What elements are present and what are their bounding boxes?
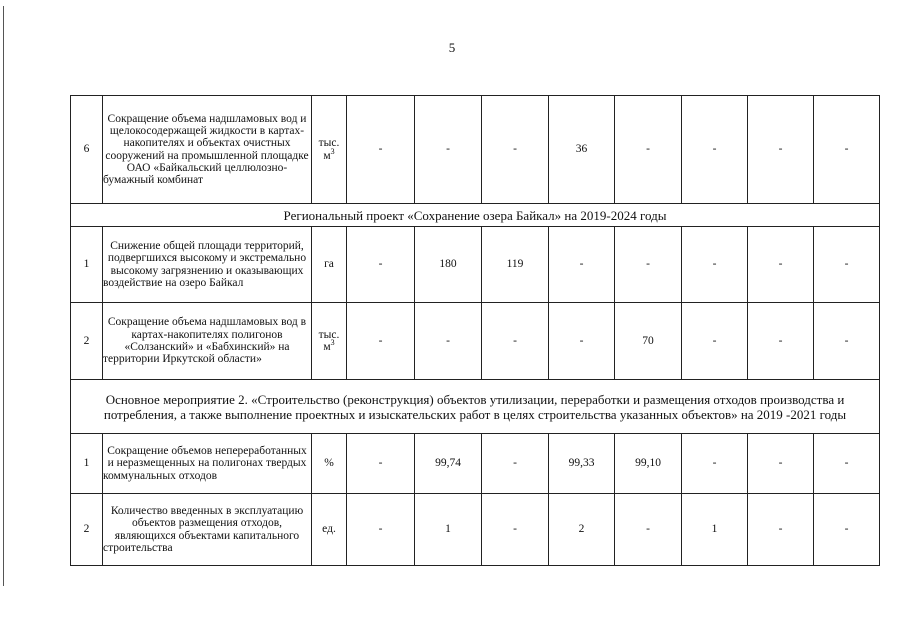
- value-cell: -: [814, 434, 880, 494]
- unit-text: %: [324, 457, 334, 470]
- value-cell: -: [814, 303, 880, 380]
- value-cell: -: [615, 494, 682, 566]
- value-cell: -: [347, 494, 415, 566]
- value-cell: -: [682, 434, 748, 494]
- value-cell: 36: [549, 96, 615, 204]
- value-cell: -: [347, 303, 415, 380]
- section-header-row: [71, 380, 880, 434]
- section-title: Региональный проект «Сохранение озера Байкал» на 2019-2024 годы: [71, 204, 880, 227]
- value-cell: -: [415, 96, 482, 204]
- value-cell: 180: [415, 227, 482, 303]
- value-cell: -: [347, 96, 415, 204]
- row-unit: [312, 227, 347, 303]
- value-cell: -: [615, 96, 682, 204]
- table-row: [71, 227, 880, 303]
- row-description: Количество введенных в эксплуатацию объектов размещения отходов, являющихся объектами капитального строительства: [103, 494, 312, 566]
- value-cell: -: [415, 303, 482, 380]
- unit-text: га: [324, 258, 334, 271]
- value-cell: -: [682, 227, 748, 303]
- value-cell: 70: [615, 303, 682, 380]
- row-unit: [312, 434, 347, 494]
- value-cell: 99,74: [415, 434, 482, 494]
- unit-base: м: [323, 149, 331, 162]
- value-cell: 2: [549, 494, 615, 566]
- value-cell: -: [482, 303, 549, 380]
- value-cell: -: [549, 303, 615, 380]
- section-title: Основное мероприятие 2. «Строительство (реконструкция) объектов утилизации, переработки и размещения отходов производства и потребления, а также выполнение проектных и изыскательских работ в целях строительства указанных объектов» на 2019 -2021 годы: [71, 380, 880, 434]
- unit-base: м: [323, 341, 331, 353]
- section-header-row: [71, 204, 880, 227]
- page-number: 5: [448, 40, 456, 55]
- value-cell: -: [482, 96, 549, 204]
- value-cell: -: [748, 96, 814, 204]
- indicators-table: [70, 95, 880, 566]
- row-description: Сокращение объема надшламовых вод в картах-накопителях полигонов «Солзанский» и «Бабхинский» на территории Иркутской области»: [103, 303, 312, 380]
- value-cell: 99,33: [549, 434, 615, 494]
- row-number: 1: [71, 434, 103, 494]
- value-cell: -: [814, 96, 880, 204]
- table-row: [71, 96, 880, 204]
- unit-text: ед.: [322, 523, 336, 536]
- value-cell: -: [549, 227, 615, 303]
- page-edge-line: [3, 6, 4, 586]
- value-cell: 99,10: [615, 434, 682, 494]
- row-number: 2: [71, 303, 103, 380]
- unit-text: тыс.: [318, 328, 340, 341]
- value-cell: -: [682, 303, 748, 380]
- value-cell: -: [615, 227, 682, 303]
- row-description: Сокращение объемов непереработанных и неразмещенных на полигонах твердых коммунальных отходов: [103, 434, 312, 494]
- value-cell: -: [482, 434, 549, 494]
- value-cell: -: [748, 434, 814, 494]
- row-unit: [312, 494, 347, 566]
- value-cell: -: [814, 494, 880, 566]
- value-cell: 1: [415, 494, 482, 566]
- value-cell: -: [814, 227, 880, 303]
- row-number: 2: [71, 494, 103, 566]
- value-cell: -: [748, 303, 814, 380]
- row-number: 1: [71, 227, 103, 303]
- value-cell: -: [748, 227, 814, 303]
- row-unit: тыс. м3: [312, 303, 347, 380]
- value-cell: 119: [482, 227, 549, 303]
- value-cell: 1: [682, 494, 748, 566]
- value-cell: -: [748, 494, 814, 566]
- value-cell: -: [347, 227, 415, 303]
- row-description: Снижение общей площади территорий, подвергшихся высокому и экстремально высокому загрязнению и оказывающих воздействие на озеро Байкал: [103, 227, 312, 303]
- row-number: 6: [71, 96, 103, 204]
- row-unit: тыс. м3: [312, 96, 347, 204]
- table-row: [71, 303, 880, 380]
- row-description: Сокращение объема надшламовых вод и щелокосодержащей жидкости в картах-накопителях и объектах очистных сооружений на промышленной площадке ОАО «Байкальский целлюлозно-бумажный комбинат: [103, 96, 312, 204]
- value-cell: -: [482, 494, 549, 566]
- table-row: [71, 434, 880, 494]
- unit-text: тыс.: [318, 137, 340, 150]
- table-row: [71, 494, 880, 566]
- value-cell: -: [347, 434, 415, 494]
- value-cell: -: [682, 96, 748, 204]
